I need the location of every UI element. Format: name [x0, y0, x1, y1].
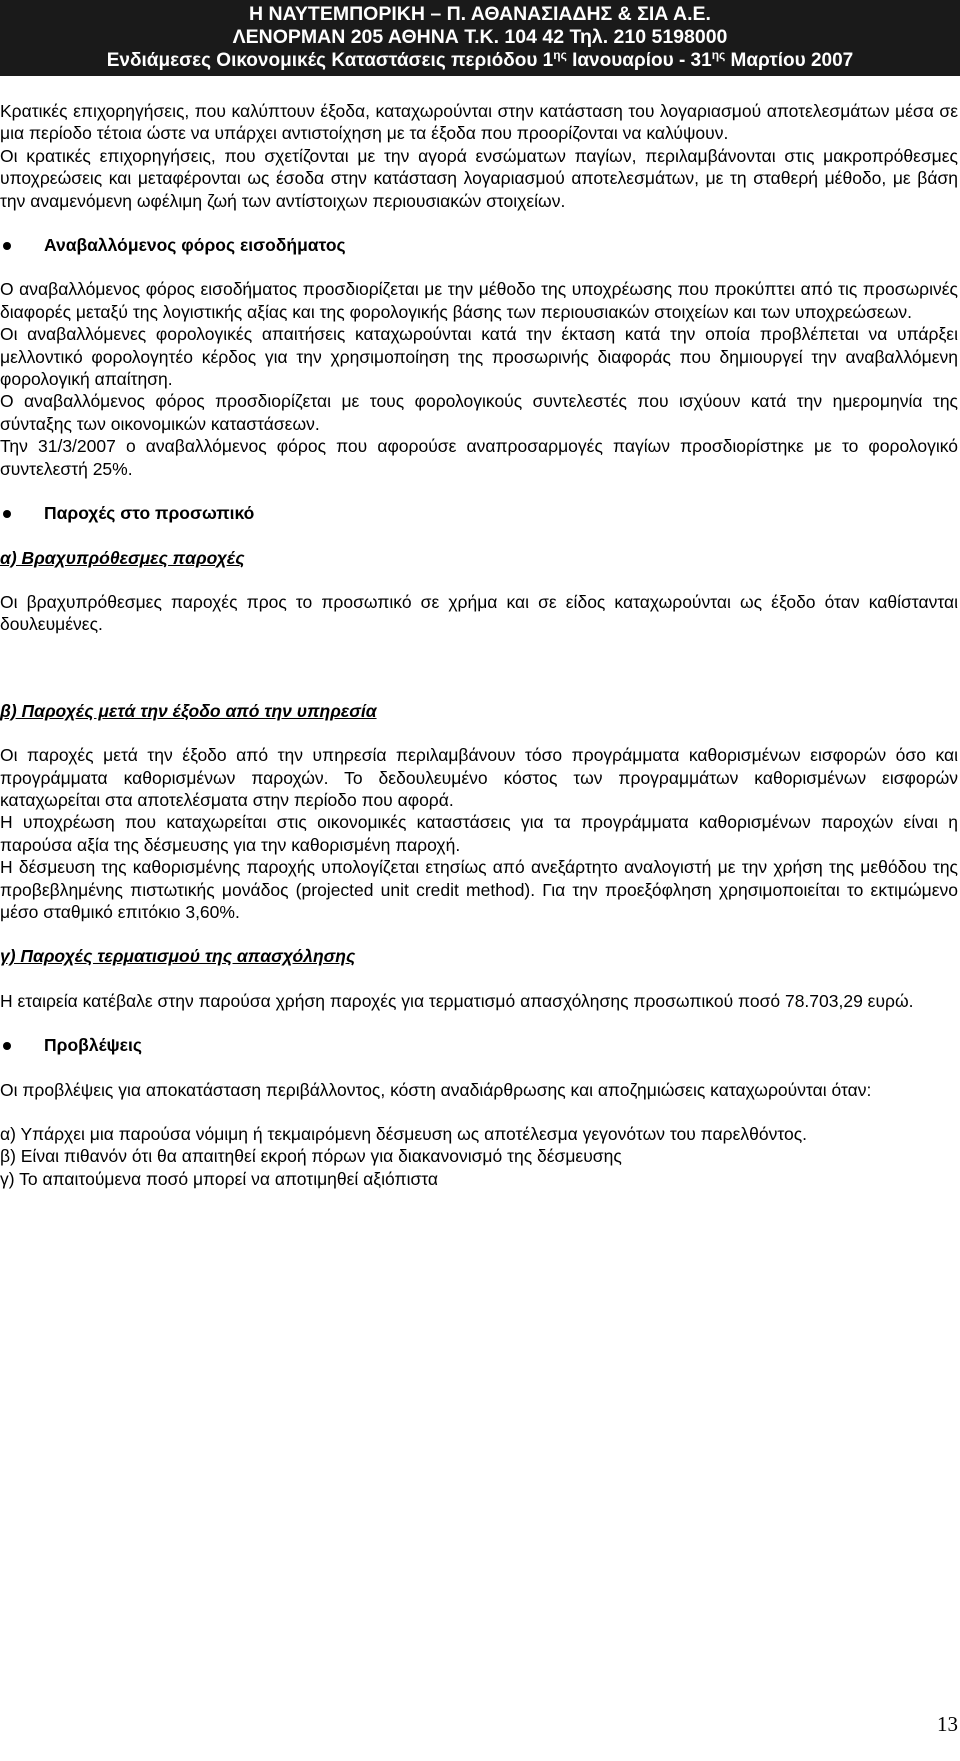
header-report-period — [0, 49, 960, 72]
provisions-item-b: β) Είναι πιθανόν ότι θα απαιτηθεί εκροή πόρων για διακανονισμό της δέσμευσης — [0, 1146, 622, 1167]
deferred-tax-paragraph-3: Ο αναβαλλόμενος φόρος προσδιορίζεται με τους φορολογικούς συντελεστές που ισχύουν κατά την ημερομηνία της σύνταξης των οικονομικών καταστάσεων. — [0, 391, 958, 434]
provisions-paragraph: Οι προβλέψεις για αποκατάσταση περιβάλλοντος, κόστη αναδιάρθρωσης και αποζημιώσεις καταχωρούνται όταν: — [0, 1079, 872, 1100]
header-period-part-c: Μαρτίου 2007 — [725, 50, 854, 71]
header-period-part-b: Ιανουαρίου - 31 — [566, 50, 712, 71]
grants-paragraph-1: Κρατικές επιχορηγήσεις, που καλύπτουν έξοδα, καταχωρούνται στην κατάσταση του λογαριασμού αποτελεσμάτων μέσα σε μια περίοδο τέτοια ώστε να υπάρχει αντιστοίχηση με τα έξοδα που προορίζονται να καλύψουν. — [0, 101, 958, 144]
post-employment-paragraph-1: Οι παροχές μετά την έξοδο από την υπηρεσία περιλαμβάνουν τόσο προγράμματα καθορισμένων εισφορών όσο και προγράμματα καθορισμένων παροχών. Το δεδουλευμένο κόστος των προγραμμάτων καθορισμένων εισφορών καταχωρείται στα αποτελέσματα στην περίοδο που αφορά. — [0, 745, 958, 810]
deferred-tax-paragraph-1: Ο αναβαλλόμενος φόρος εισοδήματος προσδιορίζεται με την μέθοδο της υποχρέωσης που προκύπτει από τις προσωρινές διαφορές μεταξύ της λογιστικής αξίας και της φορολογικής βάσης των περιουσιακών στοιχείων και των υποχρεώσεων. — [0, 279, 958, 322]
header-period-sup-2: ης — [711, 48, 726, 62]
provisions-heading — [0, 1034, 958, 1056]
short-term-benefits-paragraph: Οι βραχυπρόθεσμες παροχές προς το προσωπικό σε χρήμα και σε είδος καταχωρούνται ως έξοδο όταν καθίστανται δουλευμένες. — [0, 591, 958, 635]
short-term-benefits-heading: α) Βραχυπρόθεσμες παροχές — [0, 547, 245, 568]
document-body — [0, 100, 958, 1190]
provisions-item-c: γ) Το απαιτούμενα ποσό μπορεί να αποτιμηθεί αξιόπιστα — [0, 1168, 439, 1189]
deferred-tax-paragraph-4: Την 31/3/2007 ο αναβαλλόμενος φόρος που αφορούσε αναπροσαρμογές παγίων προσδιορίστηκε με το φορολογικό συντελεστή 25%. — [0, 436, 958, 479]
post-employment-paragraph-2: Η υποχρέωση που καταχωρείται στις οικονομικές καταστάσεις για τα προγράμματα καθορισμένων παροχών είναι η παρούσα αξία της δέσμευσης για την καθορισμένη παροχή. — [0, 812, 958, 855]
deferred-tax-paragraph-2: Οι αναβαλλόμενες φορολογικές απαιτήσεις καταχωρούνται κατά την έκταση κατά την οποία προβλέπεται να υπάρξει μελλοντικό φορολογητέο κέρδος για την χρησιμοποίηση της προσωρινής διαφοράς που δημιουργεί την αναβαλλόμενη φορολογική απαίτηση. — [0, 324, 958, 390]
deferred-tax-heading — [0, 234, 958, 256]
termination-benefits-paragraph: Η εταιρεία κατέβαλε στην παρούσα χρήση παροχές για τερματισμό απασχόλησης προσωπικού ποσό 78.703,29 ευρώ. — [0, 990, 914, 1011]
header-company-name: Η ΝΑΥΤΕΜΠΟΡΙΚΗ – Π. ΑΘΑΝΑΣΙΑΔΗΣ & ΣΙΑ Α.Ε. — [249, 3, 711, 25]
header-period-part-a: Ενδιάμεσες Οικονομικές Καταστάσεις περιόδου 1 — [106, 50, 554, 71]
page-number: 13 — [937, 1712, 958, 1736]
post-employment-paragraph-3: Η δέσμευση της καθορισμένης παροχής υπολογίζεται ετησίως από ανεξάρτητο αναλογιστή με την χρήση της μεθόδου της προβεβλημένης πιστωτικής μονάδος (projected unit credit method). Για την προεξόφληση χρησιμοποιείται το εκτιμώμενο μέσο σταθμικό επιτόκιο 3,60%. — [0, 857, 958, 922]
deferred-tax-heading-text: Αναβαλλόμενος φόρος εισοδήματος — [44, 235, 346, 256]
header-address: ΛΕΝΟΡΜΑΝ 205 ΑΘΗΝΑ Τ.Κ. 104 42 Τηλ. 210 5198000 — [232, 26, 728, 48]
header-period-sup-1: ης — [553, 48, 567, 62]
bullet-icon — [3, 1042, 11, 1050]
termination-benefits-heading: γ) Παροχές τερματισμού της απασχόλησης — [0, 946, 356, 967]
provisions-item-a: α) Υπάρχει μια παρούσα νόμιμη ή τεκμαιρόμενη δέσμευση ως αποτέλεσμα γεγονότων του παρελθόντος. — [0, 1124, 808, 1144]
employee-benefits-heading-text: Παροχές στο προσωπικό — [44, 503, 255, 524]
employee-benefits-heading — [0, 502, 958, 524]
post-employment-benefits-heading: β) Παροχές μετά την έξοδο από την υπηρεσία — [0, 700, 377, 721]
page-header — [0, 0, 960, 76]
bullet-icon — [3, 510, 11, 518]
bullet-icon — [3, 242, 11, 250]
provisions-heading-text: Προβλέψεις — [44, 1035, 142, 1056]
grants-paragraph-2: Οι κρατικές επιχορηγήσεις, που σχετίζονται με την αγορά ενσώματων παγίων, περιλαμβάνονται στις μακροπρόθεσμες υποχρεώσεις και μεταφέρονται ως έσοδα στην κατάσταση λογαριασμού αποτελεσμάτων, με τη σταθερή μέθοδο, με βάση την αναμενόμενη ωφέλιμη ζωή των αντίστοιχων περιουσιακών στοιχείων. — [0, 145, 958, 211]
